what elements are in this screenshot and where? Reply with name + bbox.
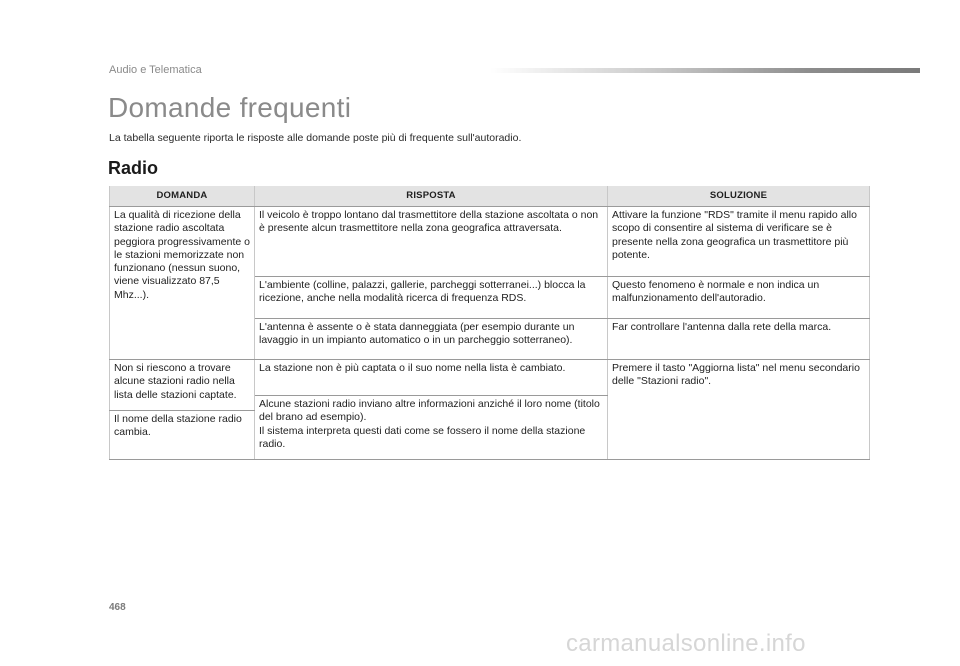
answer-line: Alcune stazioni radio inviano altre informazioni anziché il loro nome (titolo del brano ad esempio). xyxy=(259,398,600,424)
answer-cell: L'antenna è assente o è stata danneggiata (per esempio durante un lavaggio in un impianto automatico o in un parcheggio sotterraneo). xyxy=(255,319,608,360)
watermark: carmanualsonline.info xyxy=(566,630,806,657)
faq-table xyxy=(109,186,870,460)
column-header-question: DOMANDA xyxy=(110,186,255,207)
solution-cell: Far controllare l'antenna dalla rete della marca. xyxy=(608,319,870,360)
question-cell: La qualità di ricezione della stazione radio ascoltata peggiora progressivamente o le stazioni memorizzate non funzionano (nessun suono, viene visualizzato 87,5 Mhz...). xyxy=(110,207,255,360)
solution-cell: Attivare la funzione "RDS" tramite il menu rapido allo scopo di consentire al sistema di verificare se è presente nella zona geografica un trasmettitore più potente. xyxy=(608,207,870,277)
answer-cell: Il veicolo è troppo lontano dal trasmettitore della stazione ascoltata o non è presente alcun trasmettitore nella zona geografica attraversata. xyxy=(255,207,608,277)
question-cell: Non si riescono a trovare alcune stazioni radio nella lista delle stazioni captate. xyxy=(110,360,255,411)
solution-cell: Questo fenomeno è normale e non indica un malfunzionamento dell'autoradio. xyxy=(608,277,870,319)
table-header-row xyxy=(110,186,870,207)
answer-cell: L'ambiente (colline, palazzi, gallerie, parcheggi sotterranei...) blocca la ricezione, anche nella modalità ricerca di frequenza RDS. xyxy=(255,277,608,319)
answer-cell: La stazione non è più captata o il suo nome nella lista è cambiato. xyxy=(255,360,608,396)
header-divider xyxy=(490,68,920,73)
answer-cell xyxy=(255,396,608,460)
page-number: 468 xyxy=(109,602,126,613)
answer-line: Il sistema interpreta questi dati come se fossero il nome della stazione radio. xyxy=(259,424,586,450)
page-title: Domande frequenti xyxy=(108,92,352,123)
section-header: Audio e Telematica xyxy=(109,64,202,76)
table-row xyxy=(110,360,870,396)
intro-text: La tabella seguente riporta le risposte alle domande poste più di frequente sull'autoradio. xyxy=(109,132,522,144)
question-cell: Il nome della stazione radio cambia. xyxy=(110,410,255,459)
column-header-answer: RISPOSTA xyxy=(255,186,608,207)
section-title: Radio xyxy=(108,158,159,178)
solution-cell: Premere il tasto "Aggiorna lista" nel menu secondario delle "Stazioni radio". xyxy=(608,360,870,460)
table-row xyxy=(110,207,870,277)
column-header-solution: SOLUZIONE xyxy=(608,186,870,207)
